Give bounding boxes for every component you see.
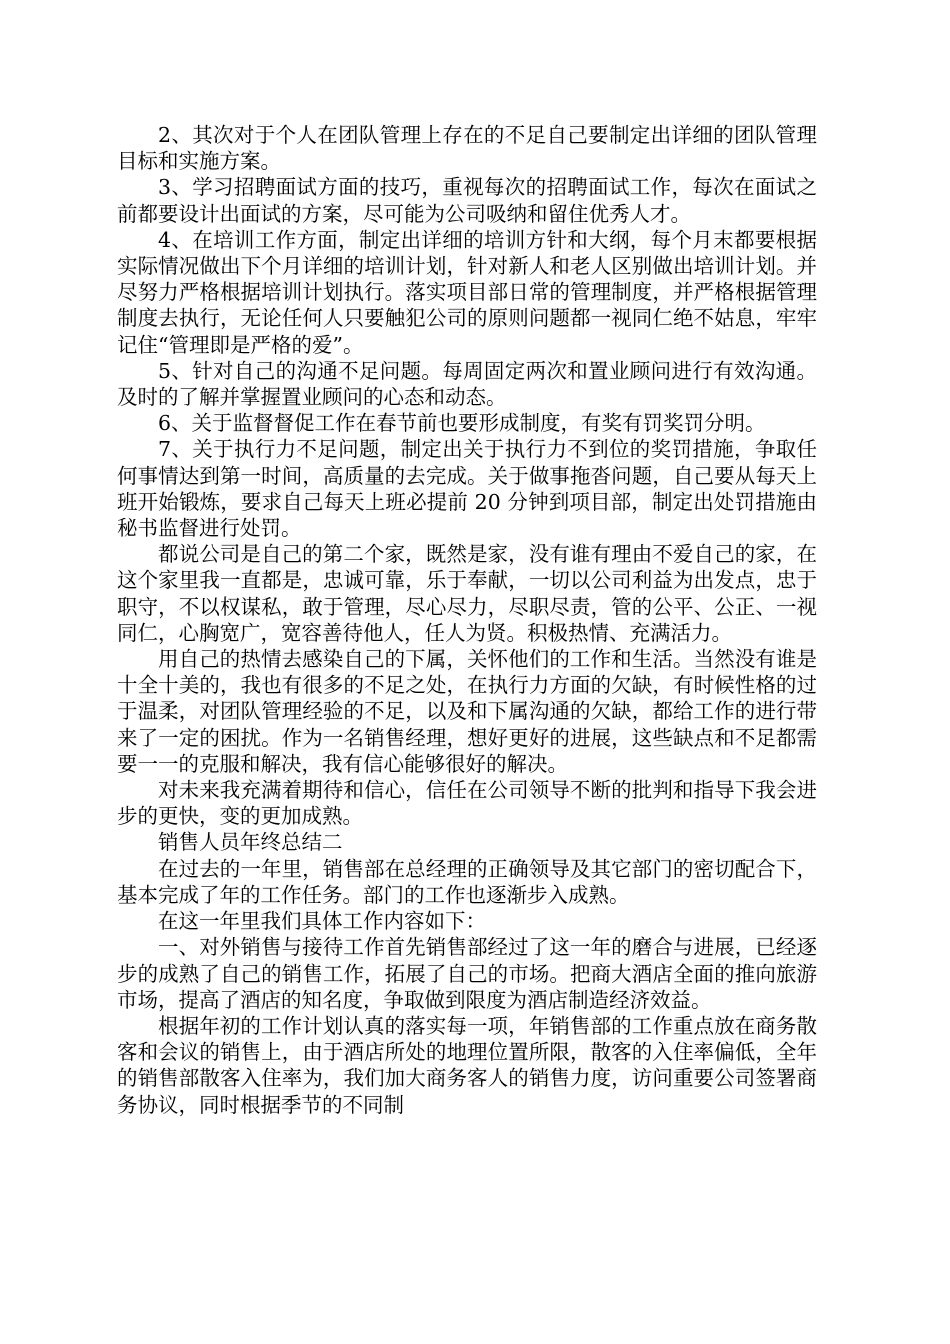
paragraph-self-reflection: 用自己的热情去感染自己的下属，关怀他们的工作和生活。当然没有谁是十全十美的，我也有很多的不足之处，在执行力方面的欠缺，有时候性格的过于温柔，对团队管理经验的不足，以及和下属沟通的欠缺，都给工作的进行带来了一定的困扰。作为一名销售经理，想好更好的进展，这些缺点和不足都需要一一的克服和解决，我有信心能够很好的解决。 <box>117 647 817 776</box>
paragraph-work-intro: 在这一年里我们具体工作内容如下： <box>158 909 486 934</box>
paragraph-year-review: 在过去的一年里，销售部在总经理的正确领导及其它部门的密切配合下，基本完成了年的工作任务。部门的工作也逐渐步入成熟。 <box>117 856 817 907</box>
paragraph-item-5: 5、针对自己的沟通不足问题。每周固定两次和置业顾问进行有效沟通。及时的了解并掌握置业顾问的心态和动态。 <box>117 358 817 410</box>
paragraph-item-4: 4、在培训工作方面，制定出详细的培训方针和大纲，每个月末都要根据实际情况做出下个月详细的培训计划，针对新人和老人区别做出培训计划。并尽努力严格根据培训计划执行。落实项目部日常的管理制度，并严格根据管理制度去执行，无论任何人只要触犯公司的原则问题都一视同仁绝不姑息，牢牢记住“管理即是严格的爱”。 <box>117 227 817 357</box>
section-heading: 销售人员年终总结二 <box>158 830 343 855</box>
paragraph-external-sales: 一、对外销售与接待工作首先销售部经过了这一年的磨合与进展，已经逐步的成熟了自己的销售工作，拓展了自己的市场。把商大酒店全面的推向旅游市场，提高了酒店的知名度，争取做到限度为酒店制造经济效益。 <box>117 935 817 1012</box>
paragraph-item-2: 2、其次对于个人在团队管理上存在的不足自己要制定出详细的团队管理目标和实施方案。 <box>117 123 817 174</box>
paragraph-company-home: 都说公司是自己的第二个家，既然是家，没有谁有理由不爱自己的家，在这个家里我一直都是，忠诚可靠，乐于奉献，一切以公司利益为出发点，忠于职守，不以权谋私，敢于管理，尽心尽力，尽职尽责，管的公平、公正、一视同仁，心胸宽广，宽容善待他人，任人为贤。积极热情、充满活力。 <box>117 542 817 645</box>
paragraph-annual-plan: 根据年初的工作计划认真的落实每一项，年销售部的工作重点放在商务散客和会议的销售上，由于酒店所处的地理位置所限，散客的入住率偏低，全年的销售部散客入住率为，我们加大商务客人的销售力度，访问重要公司签署商务协议，同时根据季节的不同制 <box>117 1013 817 1117</box>
paragraph-item-3: 3、学习招聘面试方面的技巧，重视每次的招聘面试工作，每次在面试之前都要设计出面试的方案，尽可能为公司吸纳和留住优秀人才。 <box>117 175 817 226</box>
paragraph-future-outlook: 对未来我充满着期待和信心，信任在公司领导不断的批判和指导下我会进步的更快，变的更加成熟。 <box>117 778 817 829</box>
document-body <box>117 122 817 1118</box>
paragraph-item-7: 7、关于执行力不足问题，制定出关于执行力不到位的奖罚措施，争取任何事情达到第一时间，高质量的去完成。关于做事拖沓问题，自己要从每天上班开始锻炼，要求自己每天上班必提前 20 分钟到项目部，制定出处罚措施由秘书监督进行处罚。 <box>117 437 817 541</box>
paragraph-item-6: 6、关于监督督促工作在春节前也要形成制度，有奖有罚奖罚分明。 <box>158 411 766 436</box>
